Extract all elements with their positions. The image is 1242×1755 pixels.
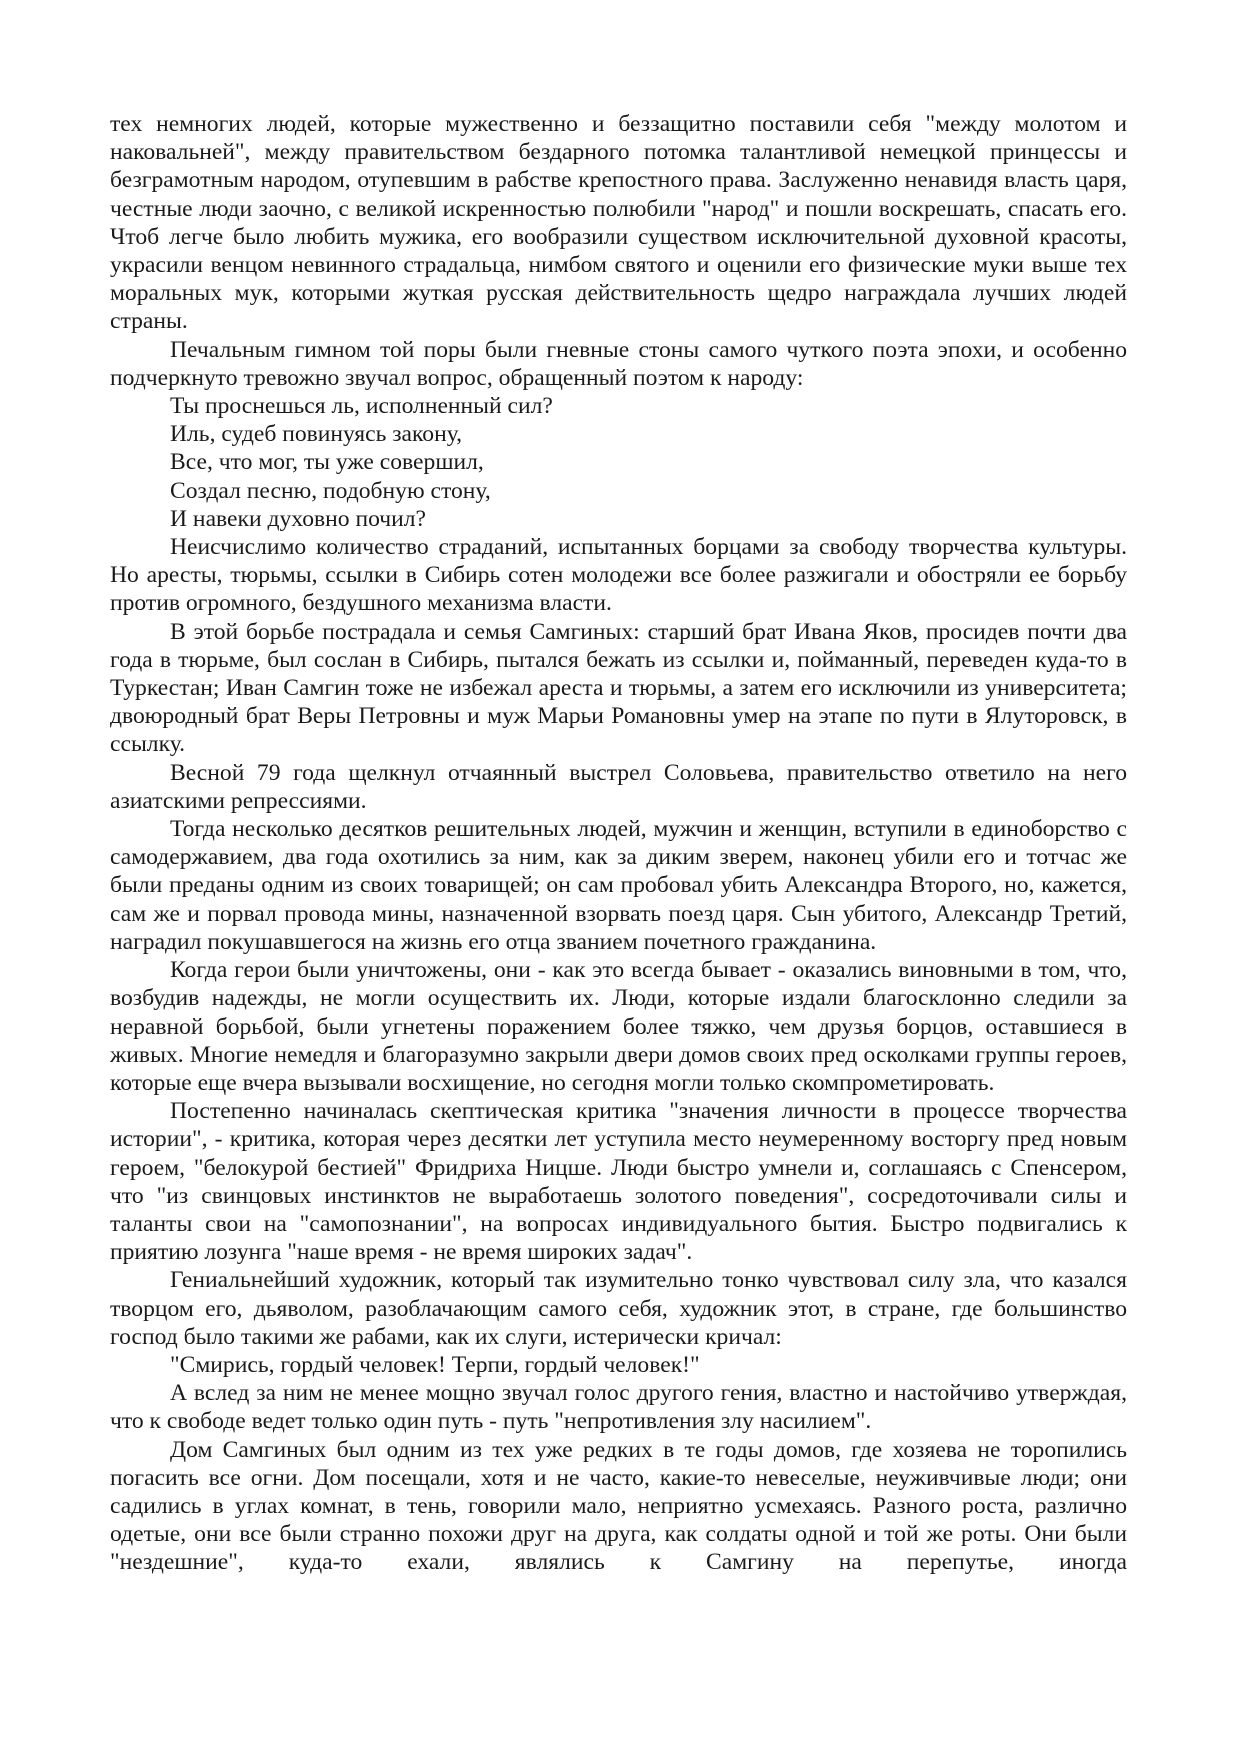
verse-quote bbox=[110, 392, 1127, 533]
paragraph-poet-hymn: Печальным гимном той поры были гневные стоны самого чуткого поэта эпохи, и особенно подчеркнуто тревожно звучал вопрос, обращенный поэтом к народу: bbox=[110, 336, 1127, 391]
paragraph-continued: тех немногих людей, которые мужественно и беззащитно поставили себя "между молотом и наковальней", между правительством бездарного потомка талантливой немецкой принцессы и безграмотным народом, отупевшим в рабстве крепостного права. Заслуженно ненавидя власть царя, честные люди заочно, с великой искренностью полюбили "народ" и пошли воскрешать, спасать его. Чтоб легче было любить мужика, его вообразили существом исключительной духовной красоты, украсили венцом невинного страдальца, нимбом святого и оценили его физические муки выше тех моральных мук, которыми жуткая русская действительность щедро награждала лучших людей страны. bbox=[110, 111, 1127, 335]
verse-line: Иль, судеб повинуясь закону, bbox=[170, 421, 463, 448]
verse-line: Ты проснешься ль, исполненный сил? bbox=[170, 393, 553, 420]
document-page bbox=[110, 110, 1127, 1577]
paragraph-samgin-house: Дом Самгиных был одним из тех уже редких в те годы домов, где хозяева не торопились погасить все огни. Дом посещали, хотя и не часто, какие-то невеселые, неуживчивые люди; они садились в углах комнат, в тень, говорили мало, неприятно усмехаясь. Разного роста, различно одетые, они все были странно похожи друг на друга, как солдаты одной и той же роты. Они были "нездешние", куда-то ехали, являлись к Самгину на перепутье, иногда bbox=[110, 1436, 1127, 1576]
paragraph-solovyov-shot: Весной 79 года щелкнул отчаянный выстрел Соловьева, правительство ответило на него азиатскими репрессиями. bbox=[110, 759, 1127, 814]
paragraph-regicide: Тогда несколько десятков решительных людей, мужчин и женщин, вступили в единоборство с самодержавием, два года охотились за ним, как за диким зверем, наконец убили его и тотчас же были преданы одним из своих товарищей; он сам пробовал убить Александра Второго, но, кажется, сам же и порвал провода мины, назначенной взорвать поезд царя. Сын убитого, Александр Третий, наградил покушавшегося на жизнь его отца званием почетного гражданина. bbox=[110, 816, 1127, 955]
verse-line: И навеки духовно почил? bbox=[170, 505, 427, 532]
verse-line: Все, что мог, ты уже совершил, bbox=[170, 449, 484, 476]
paragraph-skeptical-critique: Постепенно начиналась скептическая критика "значения личности в процессе творчества истории", - критика, которая через десятки лет уступила место неумеренному восторгу пред новым героем, "белокурой бестией" Фридриха Ницше. Люди быстро умнели и, соглашаясь с Спенсером, что "из свинцовых инстинктов не выработаешь золотого поведения", сосредоточивали силы и таланты свои на "самопознании", на вопросах индивидуального бытия. Быстро подвигались к приятию лозунга "наше время - не время широких задач". bbox=[110, 1098, 1127, 1266]
paragraph-samgin-family: В этой борьбе пострадала и семья Самгиных: старший брат Ивана Яков, просидев почти два года в тюрьме, был сослан в Сибирь, пытался бежать из ссылки и, пойманный, переведен куда-то в Туркестан; Иван Самгин тоже не избежал ареста и тюрьмы, а затем его исключили из университета; двоюродный брат Веры Петровны и муж Марьи Романовны умер на этапе по пути в Ялуторовск, в ссылку. bbox=[110, 618, 1127, 758]
paragraph-quote-humble: "Смирись, гордый человек! Терпи, гордый человек!" bbox=[170, 1351, 700, 1378]
paragraph-nonresistance: А вслед за ним не менее мощно звучал голос другого гения, властно и настойчиво утверждая, что к свободе ведет только один путь - путь "непротивления злу насилием". bbox=[110, 1380, 1127, 1435]
paragraph-genius-artist: Гениальнейший художник, который так изумительно тонко чувствовал силу зла, что казался творцом его, дьяволом, разоблачающим самого себя, художник этот, в стране, где большинство господ было такими же рабами, как их слуги, истерически кричал: bbox=[110, 1267, 1127, 1350]
paragraph-heroes-destroyed: Когда герои были уничтожены, они - как это всегда бывает - оказались виновными в том, что, возбудив надежды, не могли осуществить их. Люди, которые издали благосклонно следили за неравной борьбой, были угнетены поражением более тяжко, чем друзья борцов, оставшиеся в живых. Многие немедля и благоразумно закрыли двери домов своих пред осколками группы героев, которые еще вчера вызывали восхищение, но сегодня могли только скомпрометировать. bbox=[110, 957, 1127, 1096]
verse-line: Создал песню, подобную стону, bbox=[170, 477, 491, 504]
paragraph-sufferings: Неисчислимо количество страданий, испытанных борцами за свободу творчества культуры. Но аресты, тюрьмы, ссылки в Сибирь сотен молодежи все более разжигали и обостряли ее борьбу против огромного, бездушного механизма власти. bbox=[110, 534, 1127, 617]
